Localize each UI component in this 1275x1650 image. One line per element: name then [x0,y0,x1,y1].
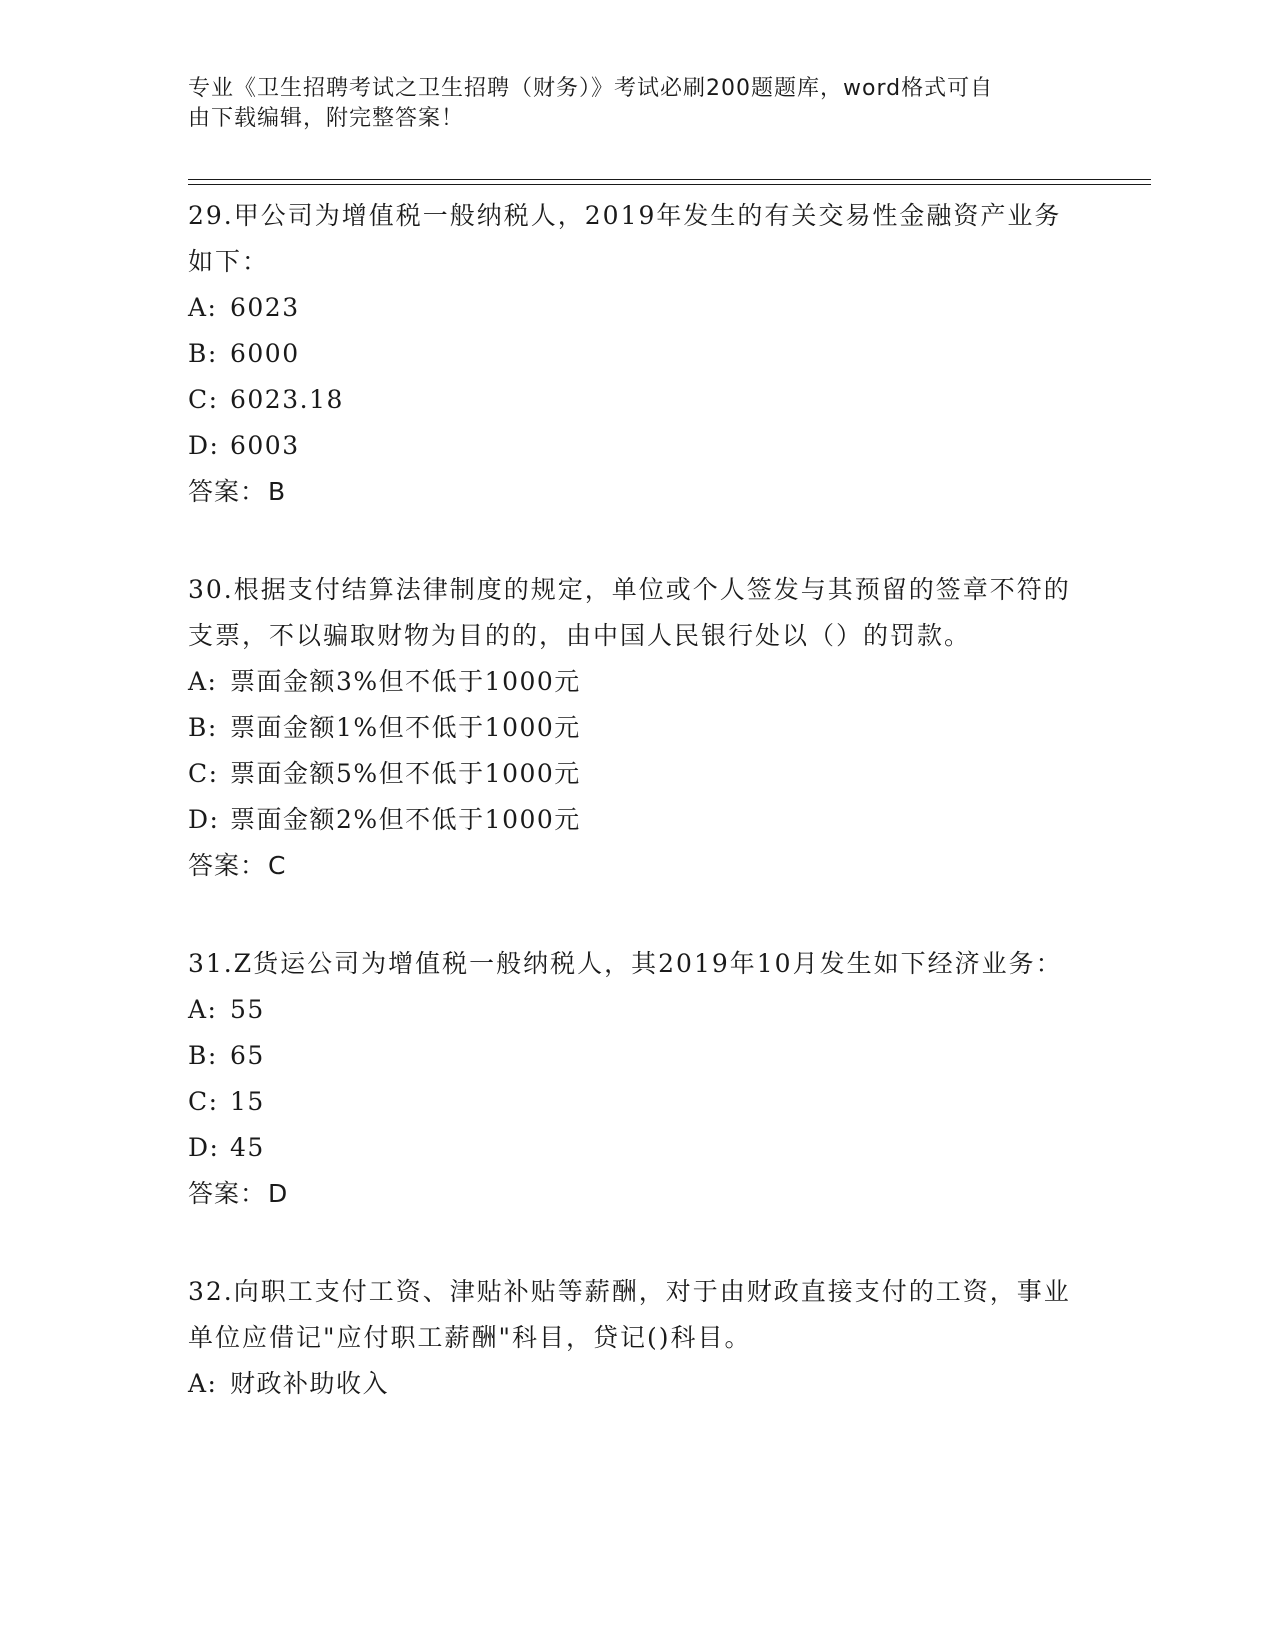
option-key: A: [188,293,218,322]
question-29 [188,193,1088,515]
option-key: A: [188,667,218,696]
option-text: 票面金额2%但不低于1000元 [230,805,581,834]
option-key: C: [188,385,219,414]
question-31 [188,941,1088,1217]
option-b [188,1033,1088,1079]
header-line-2: 由下载编辑，附完整答案！ [188,106,465,131]
option-c [188,377,1088,423]
option-key: B: [188,1041,218,1070]
option-d [188,1125,1088,1171]
option-key: A: [188,995,218,1024]
question-32 [188,1269,1088,1407]
option-text: 财政补助收入 [230,1369,390,1398]
option-a [188,285,1088,331]
answer-line [188,469,1088,515]
option-text: 6000 [230,339,300,368]
option-d [188,797,1088,843]
header-divider [188,184,1151,185]
option-list [188,1361,1088,1407]
option-list [188,659,1088,843]
answer-label: 答案： [188,477,267,506]
option-text: 票面金额1%但不低于1000元 [230,713,581,742]
option-key: B: [188,339,218,368]
answer-value: C [268,851,286,880]
question-30 [188,567,1088,889]
answer-line [188,1171,1088,1217]
option-d [188,423,1088,469]
option-text: 55 [230,995,265,1024]
question-stem: 32.向职工支付工资、津贴补贴等薪酬，对于由财政直接支付的工资，事业单位应借记"应付职工薪酬"科目，贷记()科目。 [188,1277,1071,1352]
option-a [188,659,1088,705]
option-text: 65 [230,1041,265,1070]
question-stem: 29.甲公司为增值税一般纳税人，2019年发生的有关交易性金融资产业务如下： [188,201,1062,276]
option-text: 票面金额5%但不低于1000元 [230,759,581,788]
answer-line [188,843,1088,889]
document-header [188,74,1088,134]
option-a [188,1361,1088,1407]
question-stem: 31.Z货运公司为增值税一般纳税人，其2019年10月发生如下经济业务： [188,949,1063,978]
option-a [188,987,1088,1033]
option-text: 票面金额3%但不低于1000元 [230,667,581,696]
option-key: A: [188,1369,218,1398]
option-text: 45 [230,1133,265,1162]
option-text: 6023.18 [230,385,344,414]
option-key: D: [188,1133,220,1162]
answer-value: D [268,1179,288,1208]
option-c [188,1079,1088,1125]
question-list [188,193,1088,1459]
option-text: 15 [230,1087,265,1116]
question-stem: 30.根据支付结算法律制度的规定，单位或个人签发与其预留的签章不符的支票，不以骗取财物为目的的，由中国人民银行处以（）的罚款。 [188,575,1071,650]
header-line-1: 专业《卫生招聘考试之卫生招聘（财务）》考试必刷200题题库，word格式可自 [188,76,994,101]
answer-label: 答案： [188,851,267,880]
option-key: D: [188,805,220,834]
option-text: 6023 [230,293,300,322]
option-key: D: [188,431,220,460]
header-divider [188,179,1151,180]
answer-value: B [268,477,286,506]
option-text: 6003 [230,431,300,460]
option-c [188,751,1088,797]
option-list [188,285,1088,469]
option-list [188,987,1088,1171]
option-key: C: [188,759,219,788]
option-key: C: [188,1087,219,1116]
option-key: B: [188,713,218,742]
answer-label: 答案： [188,1179,267,1208]
option-b [188,705,1088,751]
option-b [188,331,1088,377]
